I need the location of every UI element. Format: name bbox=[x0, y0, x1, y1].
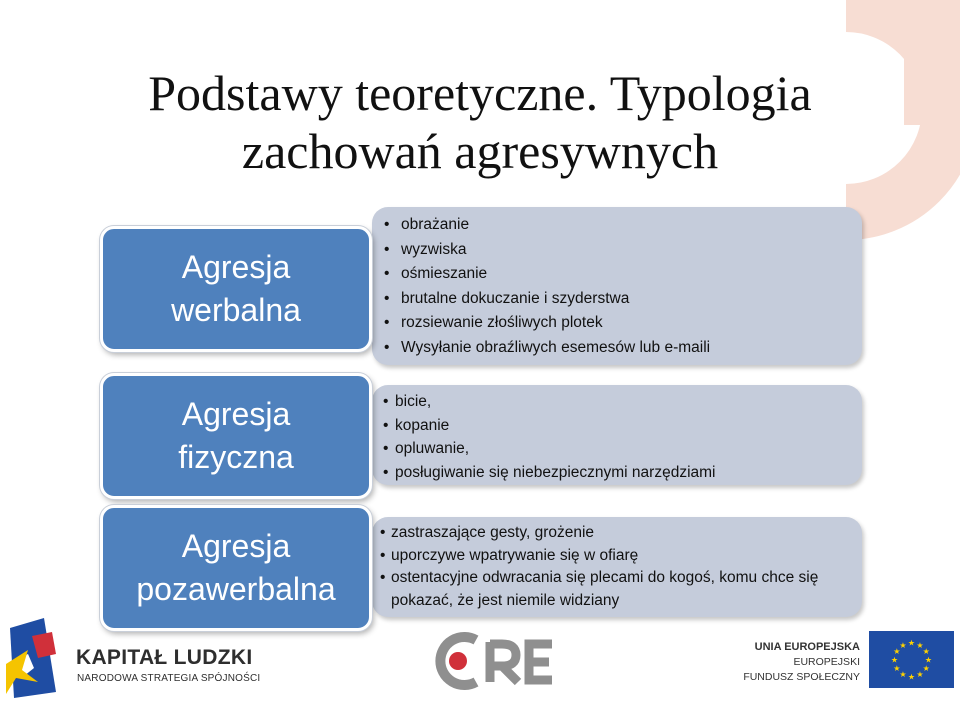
category-label-line-2: pozawerbalna bbox=[136, 571, 336, 607]
eu-star-icon: ★ bbox=[893, 664, 901, 673]
physical-aggression-list-box bbox=[372, 385, 862, 485]
slide-title-line-2: zachowań agresywnych bbox=[241, 123, 719, 179]
eu-star-icon: ★ bbox=[922, 664, 930, 673]
physical-aggression-list bbox=[372, 385, 862, 484]
category-label-line-1: Agresja bbox=[181, 528, 291, 564]
list-item: • opluwanie, bbox=[395, 437, 862, 461]
list-item: • bicie, bbox=[395, 390, 862, 414]
slide-title bbox=[0, 64, 960, 180]
nonverbal-aggression-list-box bbox=[372, 517, 862, 617]
list-item: • Wysyłanie obraźliwych esemesów lub e-maili bbox=[401, 336, 862, 361]
category-label-line-1: Agresja bbox=[181, 249, 291, 285]
category-label-line-1: Agresja bbox=[181, 396, 291, 432]
category-nonverbal-aggression bbox=[100, 505, 372, 631]
list-item: • zastraszające gesty, grożenie bbox=[391, 522, 862, 545]
list-item: • ostentacyjne odwracania się plecami do kogoś, komu chce się pokazać, że jest niemile widziany bbox=[391, 567, 846, 612]
eu-line-3: FUNDUSZ SPOŁECZNY bbox=[743, 671, 860, 683]
list-item: • kopanie bbox=[395, 414, 862, 438]
eu-star-icon: ★ bbox=[907, 672, 916, 682]
eu-star-icon: ★ bbox=[899, 670, 907, 680]
eu-line-1: UNIA EUROPEJSKA bbox=[754, 641, 860, 653]
kapital-ludzki-title: KAPITAŁ LUDZKI bbox=[76, 646, 253, 669]
list-item: • uporczywe wpatrywanie się w ofiarę bbox=[391, 545, 862, 568]
eu-star-icon: ★ bbox=[890, 655, 899, 665]
slide-title-line-1: Podstawy teoretyczne. Typologia bbox=[148, 65, 812, 121]
eu-star-icon: ★ bbox=[924, 655, 933, 665]
category-label-line-2: fizyczna bbox=[178, 439, 294, 475]
kapital-ludzki-subtitle: NARODOWA STRATEGIA SPÓJNOŚCI bbox=[77, 673, 261, 684]
category-physical-aggression bbox=[100, 373, 372, 499]
eu-star-icon: ★ bbox=[916, 640, 924, 650]
list-item: • obrażanie bbox=[401, 213, 862, 238]
eu-text-block bbox=[743, 640, 860, 685]
eu-star-icon: ★ bbox=[922, 647, 930, 656]
eu-star-icon: ★ bbox=[907, 638, 916, 648]
verbal-aggression-list bbox=[372, 207, 862, 360]
list-item: • posługiwanie się niebezpiecznymi narzędziami bbox=[395, 461, 862, 485]
category-label-line-2: werbalna bbox=[171, 292, 301, 328]
nonverbal-aggression-list bbox=[372, 517, 862, 612]
eu-star-icon: ★ bbox=[899, 640, 907, 650]
eu-star-icon: ★ bbox=[893, 647, 901, 656]
list-item: • ośmieszanie bbox=[401, 262, 862, 287]
category-verbal-aggression bbox=[100, 226, 372, 352]
verbal-aggression-list-box bbox=[372, 207, 862, 365]
eu-line-2: EUROPEJSKI bbox=[793, 656, 860, 668]
list-item: • brutalne dokuczanie i szyderstwa bbox=[401, 287, 862, 312]
ore-logo-icon bbox=[428, 630, 558, 692]
list-item: • rozsiewanie złośliwych plotek bbox=[401, 311, 862, 336]
list-item: • wyzwiska bbox=[401, 238, 862, 263]
eu-star-icon: ★ bbox=[916, 670, 924, 680]
eu-flag-icon bbox=[869, 631, 954, 688]
